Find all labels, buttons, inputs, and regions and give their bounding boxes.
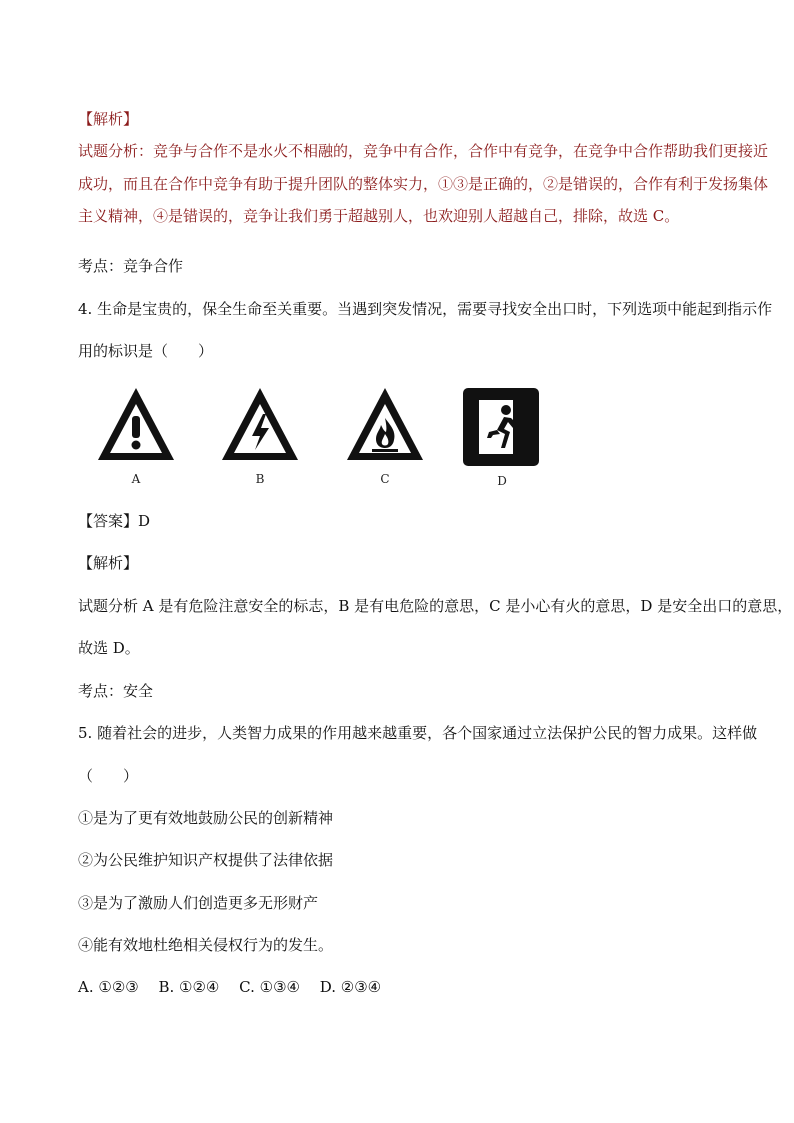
statement-1: ①是为了更有效地鼓励公民的创新精神 <box>78 809 334 827</box>
sign-label-c: C <box>380 472 390 486</box>
answer-options-5: A. ①②③ B. ①②④ C. ①③④ D. ②③④ <box>78 978 382 996</box>
question-4-line-1: 4. 生命是宝贵的，保全生命至关重要。当遇到突发情况，需要寻找安全出口时，下列选项中能起到指示作 <box>78 300 773 318</box>
statement-4: ④能有效地杜绝相关侵权行为的发生。 <box>78 936 334 954</box>
statement-2: ②为公民维护知识产权提供了法律依据 <box>78 851 334 869</box>
sign-options <box>95 380 555 490</box>
sign-label-b: B <box>255 472 265 486</box>
question-5-line-2: （ ） <box>78 767 139 785</box>
exclamation-warning-icon <box>95 384 177 464</box>
sign-label-d: D <box>497 474 507 488</box>
sign-label-a: A <box>131 472 141 486</box>
sign-option-b <box>219 380 301 490</box>
sign-option-d <box>461 380 543 490</box>
analysis-4-heading: 【解析】 <box>78 554 139 572</box>
analysis-line-2: 成功，而且在合作中竞争有助于提升团队的整体实力，①③是正确的，②是错误的，合作有利于发扬集体 <box>78 175 769 193</box>
statement-3: ③是为了激励人们创造更多无形财产 <box>78 894 319 912</box>
electric-hazard-icon <box>219 384 301 464</box>
analysis-line-3: 主义精神，④是错误的，竞争让我们勇于超越别人，也欢迎别人超越自己，排除，故选 C。 <box>78 207 680 225</box>
analysis-line-1: 试题分析：竞争与合作不是水火不相融的，竞争中有合作，合作中有竞争，在竞争中合作帮助我们更接近 <box>78 142 769 160</box>
answer-4: 【答案】D <box>78 512 151 530</box>
sign-option-c <box>344 380 426 490</box>
analysis-heading: 【解析】 <box>78 110 139 128</box>
fire-hazard-icon <box>344 384 426 464</box>
knowledge-point-1: 考点：竞争合作 <box>78 257 184 275</box>
sign-option-a <box>95 380 177 490</box>
analysis-4-line-1: 试题分析 A 是有危险注意安全的标志，B 是有电危险的意思，C 是小心有火的意思，D 是安全出口的意思， <box>78 597 793 615</box>
analysis-4-line-2: 故选 D。 <box>78 639 140 657</box>
knowledge-point-2: 考点：安全 <box>78 682 154 700</box>
question-4-line-2: 用的标识是（ ） <box>78 342 214 360</box>
question-5-line-1: 5. 随着社会的进步，人类智力成果的作用越来越重要，各个国家通过立法保护公民的智力成果。这样做 <box>78 724 758 742</box>
emergency-exit-icon <box>461 384 543 470</box>
